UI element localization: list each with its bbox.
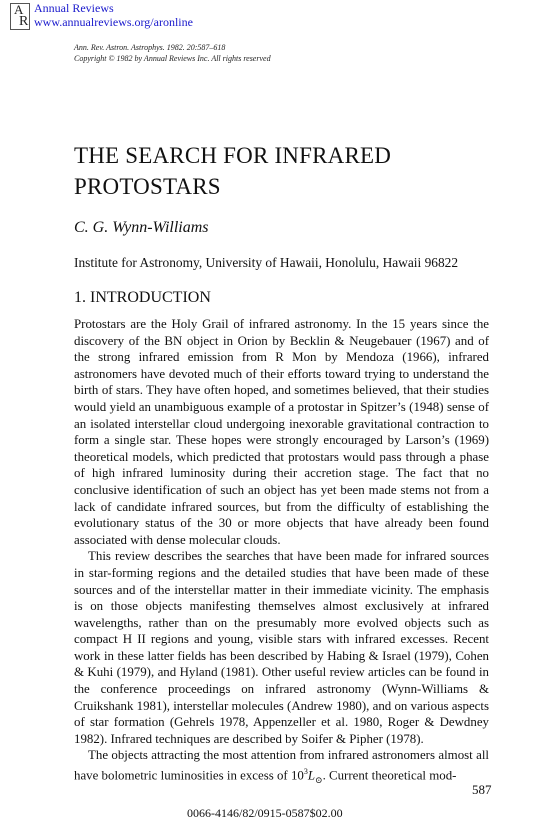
page-number: 587 [472, 782, 492, 797]
annual-reviews-logo [10, 3, 30, 30]
body-paragraph-last: The objects attracting the most attention from infrared astronomers almost all have bolometric luminosities in excess of $10^3L_⊙$. Current theoretical mod- [74, 748, 489, 785]
logo-letter-r: R [19, 14, 29, 29]
title-line-2: PROTOSTARS [74, 174, 221, 199]
footer-code: 0066-4146/82/0915-0587$02.00 [187, 806, 343, 820]
citation-journal-line: Ann. Rev. Astron. Astrophys. 1982. 20:587–618 [74, 43, 226, 52]
body-paragraph: This review describes the searches that have been made for infrared sources in star-forming regions and the detailed studies that have been made of these sources and of the interstellar matter in their immediate vicinity. The emphasis is on those objects manifesting themselves almost exclusively at infrared wavelengths, rather than on the presumably more evolved objects such as compact H II regions and young, visible stars with infrared excesses. Recent work in these latter fields has been described by Habing & Israel (1979), Cohen & Kuhi (1979), and Hyland (1981). Other useful review articles can be found in the conference proceedings on infrared astronomy (Wynn-Williams & Cruikshank 1981), interstellar molecules (Andrew 1980), and on various aspects of star formation (Gehrels 1978, Appenzeller et al. 1980, Roger & Dewdney 1982). Infrared techniques are described by Soifer & Pipher (1978). [74, 549, 489, 746]
author-name: C. G. Wynn-Williams [74, 219, 209, 236]
logo-letter-a: A [14, 2, 24, 17]
publisher-url-link[interactable]: www.annualreviews.org/aronline [34, 15, 193, 29]
author-affiliation: Institute for Astronomy, University of Hawaii, Honolulu, Hawaii 96822 [74, 255, 459, 270]
citation-copyright-line: Copyright © 1982 by Annual Reviews Inc. All rights reserved [74, 54, 271, 63]
citation-block [74, 42, 271, 64]
article-body [74, 316, 489, 789]
exponent: 3 [303, 767, 308, 777]
article-title [74, 140, 494, 202]
publisher-name-link[interactable]: Annual Reviews [34, 1, 114, 15]
section-heading: 1. INTRODUCTION [74, 289, 211, 306]
sun-symbol: ⊙ [315, 774, 323, 785]
body-paragraph: Protostars are the Holy Grail of infrared astronomy. In the 15 years since the discovery of the BN object in Orion by Becklin & Neugebauer (1967) and of the strong infrared emission from R Mon by Mendoza (1966), infrared astronomers have devoted much of their efforts toward trying to understand the birth of stars. They have often hoped, and sometimes believed, that their studies would yield an unambiguous example of a protostar in Spitzer’s (1948) sense of an isolated interstellar cloud undergoing inexorable gravitational contraction to form a single star. These hopes were strongly encouraged by Larson’s (1969) theoretical models, which predicted that protostars would pass through a phase of high infrared luminosity during their accretion stage. The fact that no conclusive identification of such an object has yet been made stems not from a lack of candidate infrared sources, but from the difficulty of establishing the evolutionary status of the 30 or more objects that have already been found associated with dense molecular clouds. [74, 317, 489, 547]
luminosity-symbol: L [307, 768, 316, 783]
title-line-1: THE SEARCH FOR INFRARED [74, 143, 392, 168]
